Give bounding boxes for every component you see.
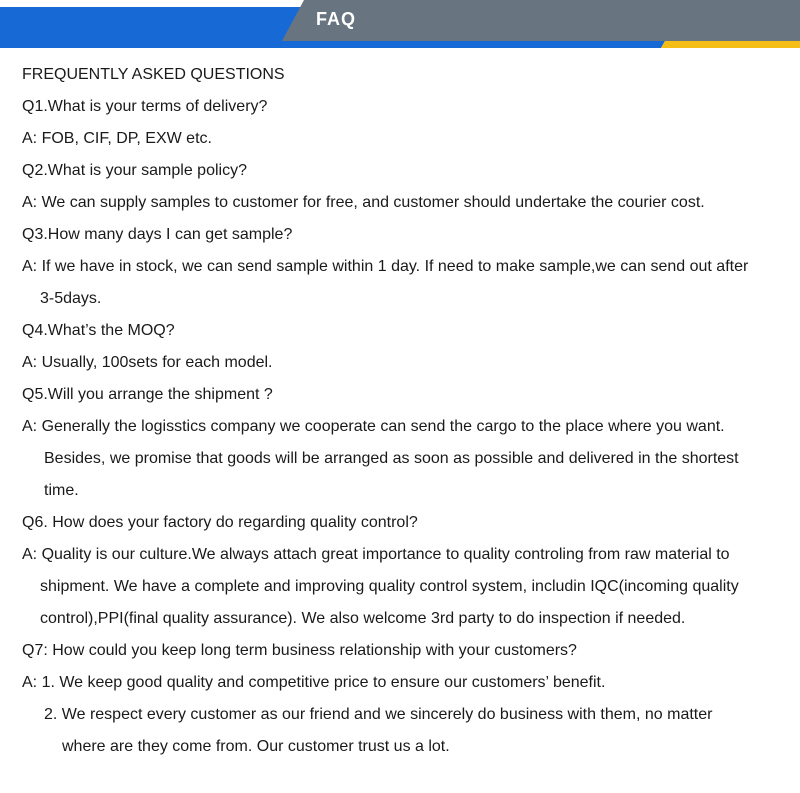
banner-blue-underline: [278, 41, 665, 48]
answer-6-line-2: shipment. We have a complete and improving quality control system, includin IQC(incoming quality: [40, 578, 739, 595]
question-1: Q1.What is your terms of delivery?: [22, 98, 268, 115]
banner-gray-band: [282, 0, 800, 41]
answer-7-line-3: where are they come from. Our customer trust us a lot.: [62, 738, 450, 755]
answer-6-line-1: A: Quality is our culture.We always attach great importance to quality controling from raw material to: [22, 546, 730, 563]
answer-2: A: We can supply samples to customer for free, and customer should undertake the courier cost.: [22, 194, 705, 211]
faq-heading: FREQUENTLY ASKED QUESTIONS: [22, 66, 285, 83]
banner-graphic: [0, 0, 800, 50]
answer-5-line-3: time.: [44, 482, 79, 499]
banner-blue-band: [0, 7, 304, 48]
answer-5-line-1: A: Generally the logisstics company we cooperate can send the cargo to the place where you want.: [22, 418, 725, 435]
answer-7-line-2: 2. We respect every customer as our friend and we sincerely do business with them, no matter: [44, 706, 713, 723]
banner-title: FAQ: [316, 9, 357, 29]
answer-4: A: Usually, 100sets for each model.: [22, 354, 273, 371]
answer-3-line-2: 3-5days.: [40, 290, 102, 307]
question-2: Q2.What is your sample policy?: [22, 162, 247, 179]
question-4: Q4.What’s the MOQ?: [22, 322, 175, 339]
faq-content: [22, 59, 782, 763]
answer-6-line-3: control),PPI(final quality assurance). We also welcome 3rd party to do inspection if needed.: [40, 610, 686, 627]
question-5: Q5.Will you arrange the shipment ?: [22, 386, 273, 403]
question-6: Q6. How does your factory do regarding quality control?: [22, 514, 418, 531]
question-7: Q7: How could you keep long term business relationship with your customers?: [22, 642, 577, 659]
answer-5-line-2: Besides, we promise that goods will be arranged as soon as possible and delivered in the shortest: [44, 450, 739, 467]
faq-banner: [0, 0, 800, 50]
answer-7-line-1: A: 1. We keep good quality and competitive price to ensure our customers’ benefit.: [22, 674, 606, 691]
answer-3-line-1: A: If we have in stock, we can send sample within 1 day. If need to make sample,we can send out after: [22, 258, 749, 275]
banner-yellow-accent: [661, 41, 800, 48]
answer-1: A: FOB, CIF, DP, EXW etc.: [22, 130, 212, 147]
question-3: Q3.How many days I can get sample?: [22, 226, 293, 243]
